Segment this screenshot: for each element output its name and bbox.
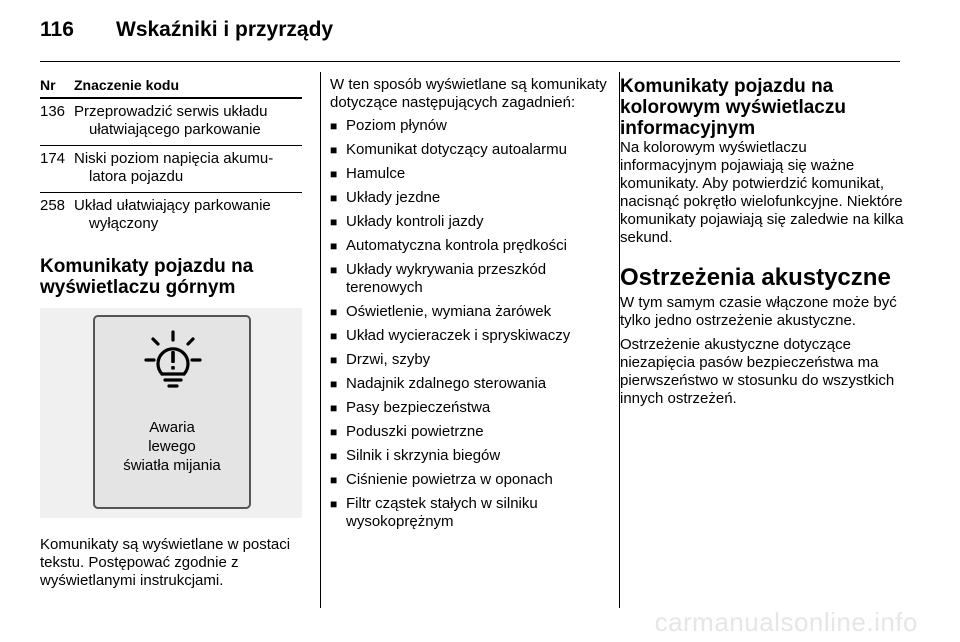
page-number: 116 bbox=[40, 18, 74, 41]
column-1 bbox=[40, 76, 304, 590]
list-item bbox=[330, 213, 608, 231]
bullet-icon: ■ bbox=[330, 497, 338, 511]
watermark: carmanualsonline.info bbox=[654, 607, 918, 637]
color-display-body: Na kolorowym wyświetlaczu informacyjnym pojawiają się ważne komunikaty. Aby potwierdzić komunikat, nacisnąć pokrętło wielofunkcyjne. Niektóre komunikaty pojawiają się zaledwie na kilka sekund. bbox=[620, 139, 904, 246]
table-cell-text: Niski poziom napięcia akumulatora pojazdu bbox=[74, 150, 274, 185]
table-header-nr: Nr bbox=[40, 77, 56, 93]
list-item-label: Pasy bezpieczeństwa bbox=[346, 399, 491, 416]
list-item bbox=[330, 261, 608, 297]
list-item bbox=[330, 471, 608, 489]
acoustic-paragraph-2: Ostrzeżenie akustyczne dotyczące niezapięcia pasów bezpieczeństwa ma pierwszeństwo w stosunku do wszystkich innych ostrzeżeń. bbox=[620, 336, 895, 407]
list-item bbox=[330, 399, 608, 417]
bullet-icon: ■ bbox=[330, 263, 338, 277]
bullet-icon: ■ bbox=[330, 239, 338, 253]
list-item bbox=[330, 351, 608, 369]
acoustic-paragraph-1: W tym samym czasie włączone może być tylko jedno ostrzeżenie akustyczne. bbox=[620, 294, 897, 329]
bullet-icon: ■ bbox=[330, 425, 338, 439]
list-item bbox=[330, 447, 608, 465]
bullet-icon: ■ bbox=[330, 449, 338, 463]
bullet-icon: ■ bbox=[330, 191, 338, 205]
page-title: Wskaźniki i przyrządy bbox=[116, 18, 334, 41]
table-cell-nr: 136 bbox=[40, 103, 66, 120]
bullet-icon: ■ bbox=[330, 473, 338, 487]
list-item-label: Układ wycieraczek i spryskiwaczy bbox=[346, 327, 571, 344]
list-item-label: Automatyczna kontrola prędkości bbox=[346, 237, 567, 254]
list-item bbox=[330, 237, 608, 255]
list-item bbox=[330, 375, 608, 393]
section-heading-acoustic: Ostrzeżenia akustyczne bbox=[620, 264, 891, 291]
list-item-label: Filtr cząstek stałych w silniku wysokoprężnym bbox=[346, 495, 538, 530]
list-item-label: Poziom płynów bbox=[346, 117, 447, 134]
figure-line-1: Awaria bbox=[149, 419, 195, 436]
list-item-label: Układy jezdne bbox=[346, 189, 441, 206]
upper-display-body: Komunikaty są wyświetlane w postaci tekstu. Postępować zgodnie z wyświetlanymi instrukcjami. bbox=[40, 536, 291, 589]
bullet-icon: ■ bbox=[330, 353, 338, 367]
message-topics-list bbox=[330, 117, 608, 531]
bullet-icon: ■ bbox=[330, 377, 338, 391]
list-item bbox=[330, 141, 608, 159]
table-cell-nr: 174 bbox=[40, 150, 66, 167]
column-3 bbox=[620, 76, 906, 408]
list-item-label: Drzwi, szyby bbox=[346, 351, 431, 368]
list-intro: W ten sposób wyświetlane są komunikaty dotyczące następujących zagadnień: bbox=[330, 76, 607, 111]
table-row bbox=[40, 99, 304, 145]
display-screen bbox=[93, 315, 251, 509]
display-figure bbox=[40, 308, 302, 518]
figure-line-3: światła mijania bbox=[123, 457, 221, 474]
list-item bbox=[330, 117, 608, 135]
code-table bbox=[40, 76, 304, 239]
list-item bbox=[330, 303, 608, 321]
table-header bbox=[40, 76, 304, 97]
list-item-label: Nadajnik zdalnego sterowania bbox=[346, 375, 547, 392]
list-item-label: Układy kontroli jazdy bbox=[346, 213, 484, 230]
list-item bbox=[330, 495, 608, 531]
bullet-icon: ■ bbox=[330, 215, 338, 229]
list-item-label: Hamulce bbox=[346, 165, 406, 182]
table-header-meaning: Znaczenie kodu bbox=[74, 77, 180, 93]
list-item-label: Oświetlenie, wymiana żarówek bbox=[346, 303, 552, 320]
section-heading-color-display: Komunikaty pojazdu na kolorowym wyświetlaczu informacyjnym bbox=[620, 76, 846, 139]
list-item-label: Komunikat dotyczący autoalarmu bbox=[346, 141, 567, 158]
table-cell-text: Układ ułatwiający parkowanie wyłączony bbox=[74, 197, 271, 232]
bullet-icon: ■ bbox=[330, 143, 338, 157]
bullet-icon: ■ bbox=[330, 329, 338, 343]
section-heading-upper-display: Komunikaty pojazdu na wyświetlaczu górnym bbox=[40, 256, 254, 298]
bullet-icon: ■ bbox=[330, 305, 338, 319]
bullet-icon: ■ bbox=[330, 119, 338, 133]
figure-line-2: lewego bbox=[148, 438, 196, 455]
table-cell-nr: 258 bbox=[40, 197, 66, 214]
bulb-warning-icon bbox=[143, 329, 203, 391]
bullet-icon: ■ bbox=[330, 167, 338, 181]
list-item bbox=[330, 423, 608, 441]
list-item bbox=[330, 165, 608, 183]
list-item bbox=[330, 189, 608, 207]
table-cell-text: Przeprowadzić serwis układu ułatwiającego parkowanie bbox=[74, 103, 268, 138]
list-item-label: Ciśnienie powietrza w oponach bbox=[346, 471, 553, 488]
header-rule bbox=[40, 61, 900, 62]
list-item-label: Silnik i skrzynia biegów bbox=[346, 447, 501, 464]
list-item-label: Układy wykrywania przeszkód terenowych bbox=[346, 261, 547, 296]
table-row bbox=[40, 193, 304, 239]
list-item-label: Poduszki powietrzne bbox=[346, 423, 484, 440]
bullet-icon: ■ bbox=[330, 401, 338, 415]
column-divider-1 bbox=[320, 72, 321, 608]
column-2 bbox=[330, 76, 608, 537]
list-item bbox=[330, 327, 608, 345]
table-row bbox=[40, 146, 304, 192]
